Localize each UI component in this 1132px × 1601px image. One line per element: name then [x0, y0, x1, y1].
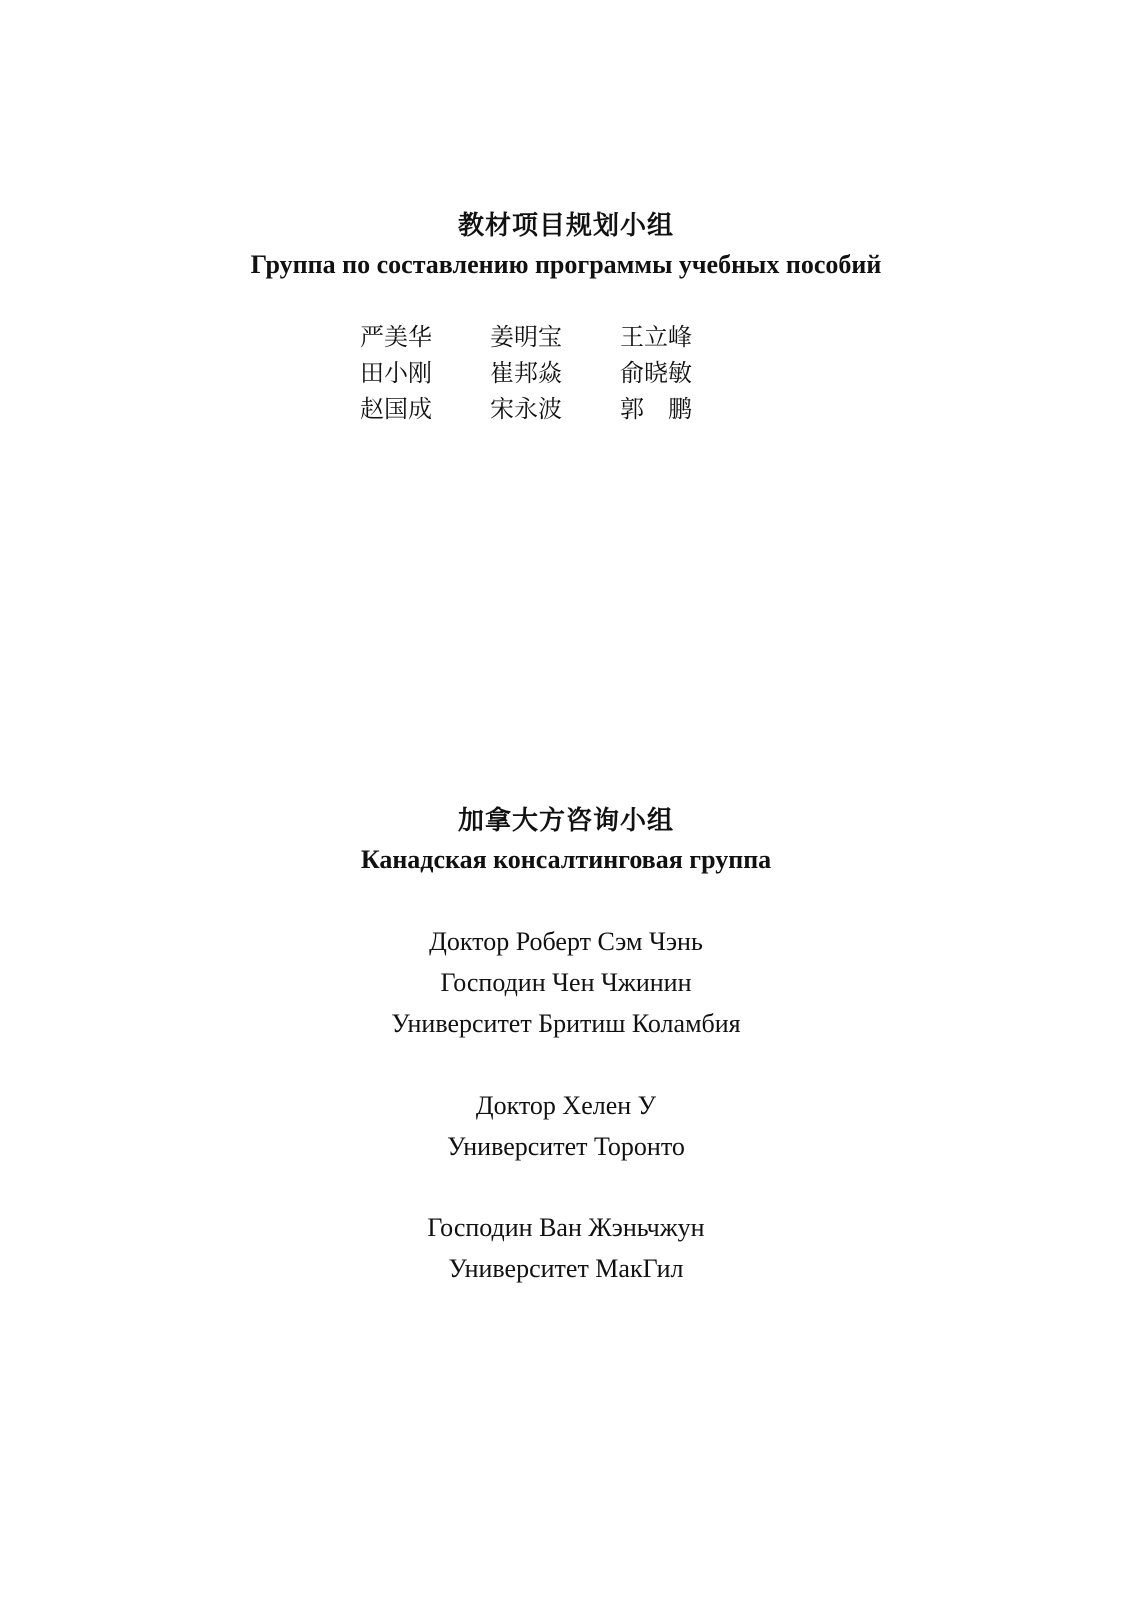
section2-title-zh: 加拿大方咨询小组: [457, 806, 674, 836]
consultant-line: Доктор Хелен У: [475, 1091, 657, 1120]
member-name: 崔邦焱: [490, 359, 562, 387]
consultant-line: Доктор Роберт Сэм Чэнь: [429, 927, 703, 956]
consultant-line: Университет Бритиш Коламбия: [391, 1009, 741, 1038]
consultant-group-3: [0, 1207, 1132, 1289]
consultant-line: Университет МакГил: [448, 1254, 684, 1283]
member-name: 田小刚: [360, 359, 432, 387]
consultant-line: Университет Торонто: [447, 1132, 685, 1161]
consultant-line: Господин Чен Чжинин: [440, 968, 692, 997]
consultant-group-2: [0, 1085, 1132, 1167]
section1-title-ru: Группа по составлению программы учебных пособий: [250, 250, 882, 279]
section2-title-ru: Канадская консалтинговая группа: [360, 845, 772, 874]
member-name: 王立峰: [620, 323, 692, 351]
section1-title-zh: 教材项目规划小组: [457, 211, 674, 241]
member-names-grid: [360, 323, 740, 423]
consultant-line: Господин Ван Жэньчжун: [427, 1213, 705, 1242]
consultant-group-1: [0, 921, 1132, 1044]
member-name: 严美华: [360, 323, 432, 351]
member-name: 姜明宝: [490, 323, 562, 351]
member-name: 郭 鹏: [620, 395, 692, 423]
member-name: 宋永波: [490, 395, 562, 423]
member-name: 赵国成: [360, 395, 432, 423]
member-name: 俞晓敏: [620, 359, 692, 387]
